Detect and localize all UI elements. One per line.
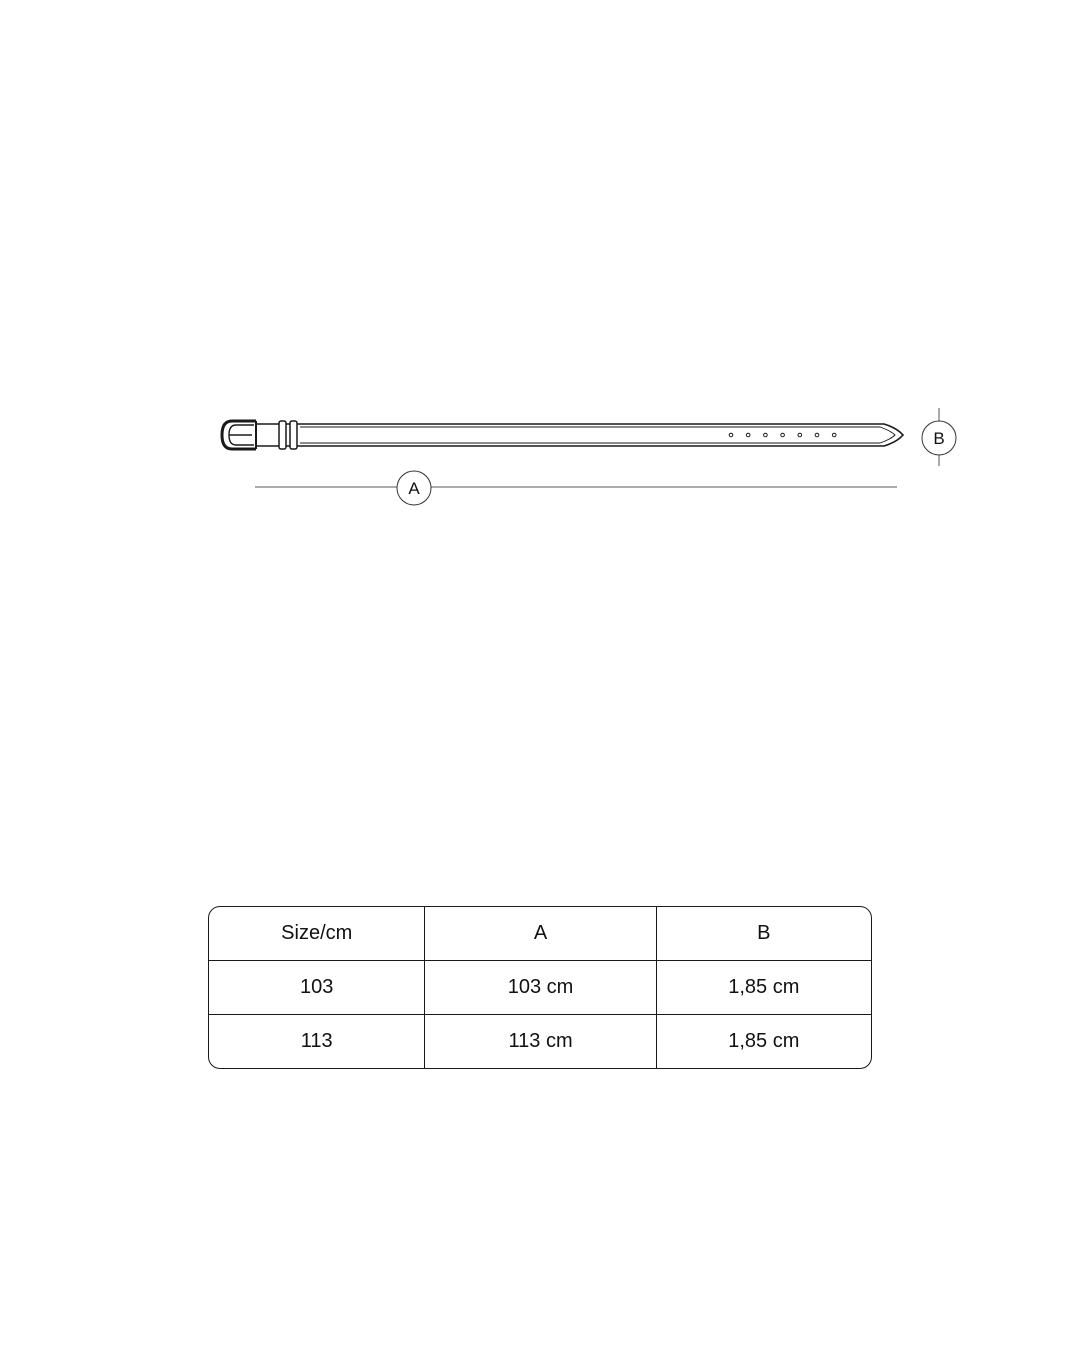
- table-row: [209, 961, 871, 1015]
- header-b: B: [657, 907, 871, 961]
- belt-hole: [746, 433, 750, 437]
- belt-loops: [279, 421, 297, 449]
- belt-strap: [255, 424, 903, 446]
- label-b: B: [933, 429, 945, 448]
- cell-a: 103 cm: [425, 961, 656, 1015]
- cell-a: 113 cm: [425, 1015, 656, 1068]
- belt-holes: [729, 433, 836, 437]
- label-a: A: [408, 479, 420, 498]
- belt-hole: [764, 433, 768, 437]
- belt-hole: [815, 433, 819, 437]
- belt-hole: [798, 433, 802, 437]
- cell-b: 1,85 cm: [728, 1030, 800, 1052]
- cell-size: 113: [209, 1015, 425, 1068]
- cell-size: 103: [209, 961, 425, 1015]
- size-table: [208, 906, 872, 1069]
- belt-hole: [781, 433, 785, 437]
- header-size: Size/cm: [209, 907, 425, 961]
- header-a: A: [425, 907, 656, 961]
- cell-b: 1,85 cm: [657, 961, 871, 1015]
- buckle: [222, 421, 256, 449]
- table-header-row: [209, 907, 871, 961]
- belt-hole: [832, 433, 836, 437]
- belt-hole: [729, 433, 733, 437]
- table-row: [209, 1015, 871, 1068]
